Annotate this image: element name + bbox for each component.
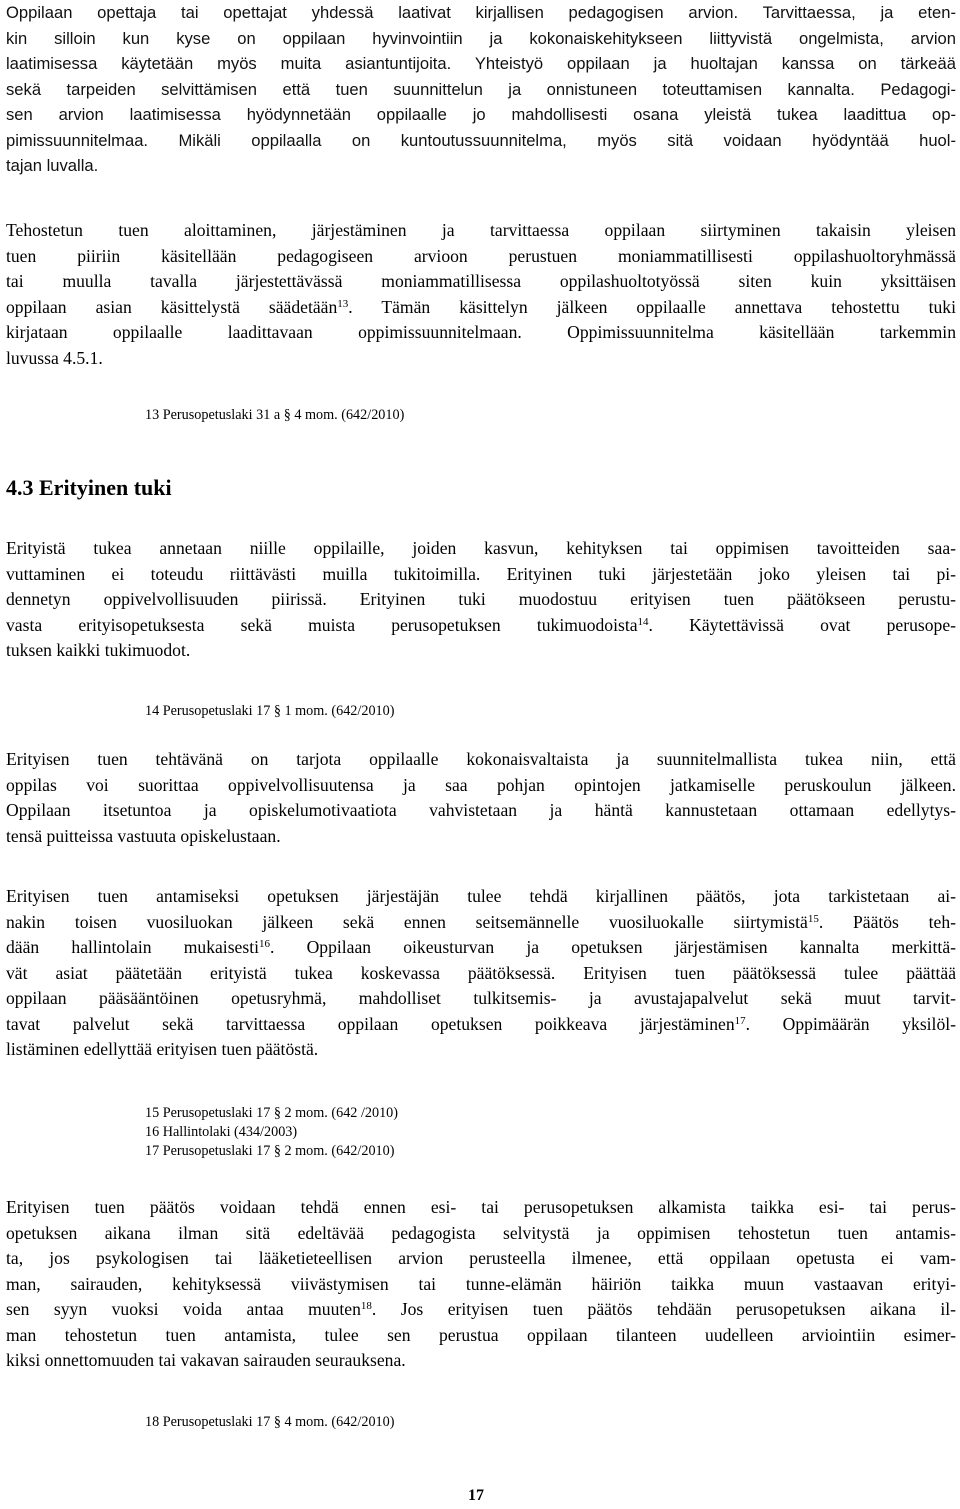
text-line: kin silloin kun kyse on oppilaan hyvinvointiin ja kokonaiskehitykseen liittyvistä ongelmista, arvion bbox=[6, 28, 956, 48]
text-segment: dään hallintolain mukaisesti bbox=[6, 937, 259, 957]
text-line: Tehostetun tuen aloittaminen, järjestäminen ja tarvittaessa oppilaan siirtyminen takaisin yleisen bbox=[6, 220, 956, 240]
text-line: oppilas voi suorittaa oppivelvollisuutensa ja saa pohjan opintojen jatkamiselle peruskoulun jälkeen. bbox=[6, 774, 956, 795]
text-line: Oppilaan opettaja tai opettajat yhdessä laativat kirjallisen pedagogisen arvion. Tarvittaessa, ja eten- bbox=[6, 3, 956, 22]
footnote-text: 14 Perusopetuslaki 17 § 1 mom. (642/2010) bbox=[145, 703, 395, 719]
footnote-text: 17 Perusopetuslaki 17 § 2 mom. (642/2010) bbox=[145, 1143, 395, 1159]
footnote-ref: 18 bbox=[360, 1300, 372, 1312]
text-segment: tavat palvelut sekä tarvittaessa oppilaan opetuksen poikkeava järjestäminen bbox=[6, 1013, 735, 1034]
text-segment: oppilaan asian käsittelystä säädetään bbox=[6, 296, 338, 317]
text-line: tai muulla tavalla järjestettävässä moniammatillisessa oppilashuoltotyössä siten kuin yksittäisen bbox=[6, 271, 956, 291]
text-line: tajan luvalla. bbox=[6, 156, 99, 175]
footnote-ref: 16 bbox=[258, 938, 270, 950]
paragraph-written-decision bbox=[6, 884, 956, 1063]
text-line bbox=[6, 613, 956, 639]
text-line: pimissuunnitelmaa. Mikäli oppilaalla on kuntoutussuunnitelma, myös sitä voidaan hyödyntää huol- bbox=[6, 130, 956, 150]
text-line bbox=[6, 1297, 956, 1323]
text-segment: nakin toisen vuosiluokan jälkeen sekä ennen seitsemännelle vuosiluokalle siirtymistä bbox=[6, 911, 808, 932]
text-line: listäminen edellyttää erityisen tuen päätöstä. bbox=[6, 1039, 319, 1059]
text-line: kirjataan oppilaalle laadittavaan oppimissuunnitelmaan. Oppimissuunnitelma käsitellään tarkemmin bbox=[6, 322, 956, 342]
footnote-ref: 13 bbox=[337, 297, 349, 310]
footnote-ref: 17 bbox=[734, 1014, 746, 1027]
text-line: Oppilaan itsetuntoa ja opiskelumotivaatiota vahvistetaan ja häntä kannustetaan ottamaan edellytys- bbox=[6, 800, 956, 820]
text-line: man, sairauden, kehityksessä viivästymisen tai tunne-elämän häiriön taikka muun vastaavan erityi- bbox=[6, 1273, 956, 1294]
text-line: Erityisen tuen päätös voidaan tehdä ennen esi- tai perusopetuksen alkamista taikka esi- tai perus- bbox=[6, 1197, 956, 1217]
text-line: tuksen kaikki tukimuodot. bbox=[6, 640, 191, 660]
text-line: sen arvion laatimisessa hyödynnetään oppilaalle jo mahdollisesti osana yleistä tukea laadittua op- bbox=[6, 105, 956, 124]
text-line: opetuksen aikana ilman sitä edeltävää pedagogista selvitystä ja oppimisen tehostetun tuen antamis- bbox=[6, 1222, 956, 1243]
text-line bbox=[6, 295, 956, 321]
text-line: vät asiat päätetään erityistä tukea koskevassa päätöksessä. Erityisen tuen päätöksessä tulee päättää bbox=[6, 962, 956, 983]
footnote-18 bbox=[145, 1413, 394, 1432]
text-segment: . Käytettävissä ovat perusope- bbox=[648, 614, 956, 635]
text-line: laatimisessa käytetään myös muita asiantuntijoita. Yhteistyö oppilaan ja huoltajan kanssa on tärkeää bbox=[6, 54, 956, 73]
text-segment: . Jos erityisen tuen päätös tehdään perusopetuksen aikana il- bbox=[371, 1299, 956, 1319]
paragraph-support-purpose bbox=[6, 747, 956, 849]
section-heading: 4.3 Erityinen tuki bbox=[6, 475, 172, 500]
footnotes-15-17 bbox=[145, 1104, 398, 1161]
text-line bbox=[6, 935, 956, 961]
text-line: man tehostetun tuen antamista, tulee sen perustua oppilaan tilanteen uudelleen arviointiin esimer- bbox=[6, 1324, 956, 1345]
text-segment: vasta erityisopetuksesta sekä muista perusopetuksen tukimuodoista bbox=[6, 614, 638, 635]
text-line: dennetyn oppivelvollisuuden piirissä. Erityinen tuki muodostuu erityisen tuen päätökseen perustu- bbox=[6, 589, 956, 609]
text-segment: . Oppilaan oikeusturvan ja opetuksen järjestämisen kannalta merkittä- bbox=[269, 937, 956, 957]
footnote-14 bbox=[145, 702, 394, 721]
footnote-text: 13 Perusopetuslaki 31 a § 4 mom. (642/2010) bbox=[145, 407, 405, 423]
text-line: luvussa 4.5.1. bbox=[6, 347, 103, 368]
page-number: 17 bbox=[468, 1487, 484, 1504]
text-line: ta, jos psykologisen tai lääketieteellisen arvion perusteella ilmenee, että oppilaan opetusta ei vam- bbox=[6, 1248, 956, 1268]
paragraph-intensified-support bbox=[6, 218, 956, 371]
footnote-ref: 14 bbox=[637, 615, 649, 628]
text-line: kiksi onnettomuuden tai vakavan sairauden seurauksena. bbox=[6, 1350, 406, 1370]
text-line: tensä puitteissa vastuuta opiskelustaan. bbox=[6, 825, 281, 846]
text-line: Erityisen tuen tehtävänä on tarjota oppilaalle kokonaisvaltaista ja suunnitelmallista tukea niin, että bbox=[6, 749, 956, 769]
paragraph-decision-without-assessment bbox=[6, 1195, 956, 1374]
footnote-ref: 15 bbox=[807, 912, 819, 925]
text-line bbox=[6, 1012, 956, 1038]
footnote-text: 16 Hallintolaki (434/2003) bbox=[145, 1124, 298, 1140]
paragraph-pedagogical-assessment bbox=[6, 0, 956, 179]
footnote-text: 18 Perusopetuslaki 17 § 4 mom. (642/2010) bbox=[145, 1414, 395, 1430]
text-line: vuttaminen ei toteudu riittävästi muilla tukitoimilla. Erityinen tuki järjestetään joko yleisen tai pi- bbox=[6, 563, 956, 584]
text-segment: . Oppimäärän yksilöl- bbox=[745, 1013, 956, 1034]
text-line: Erityisen tuen antamiseksi opetuksen järjestäjän tulee tehdä kirjallinen päätös, jota tarkistetaan ai- bbox=[6, 886, 956, 906]
paragraph-special-support bbox=[6, 536, 956, 664]
text-segment: . Päätös teh- bbox=[818, 911, 956, 932]
text-line: Erityistä tukea annetaan niille oppilaille, joiden kasvun, kehityksen tai oppimisen tavoitteiden saa- bbox=[6, 538, 956, 558]
footnote-text: 15 Perusopetuslaki 17 § 2 mom. (642 /2010) bbox=[145, 1105, 398, 1121]
text-line: oppilaan pääsääntöinen opetusryhmä, mahdolliset tulkitsemis- ja avustajapalvelut sekä muut tarvit- bbox=[6, 988, 956, 1008]
text-segment: sen syyn vuoksi voida antaa muuten bbox=[6, 1299, 361, 1319]
text-line bbox=[6, 910, 956, 936]
text-line: sekä tarpeiden selvittämisen että tuen suunnittelun ja onnistuneen toteuttamisen kannalta. Pedagogi- bbox=[6, 79, 956, 99]
text-line: tuen piiriin käsitellään pedagogiseen arvioon perustuen moniammatillisesti oppilashuoltoryhmässä bbox=[6, 245, 956, 266]
footnote-13 bbox=[145, 406, 404, 425]
text-segment: . Tämän käsittelyn jälkeen oppilaalle annettava tehostettu tuki bbox=[348, 296, 956, 317]
